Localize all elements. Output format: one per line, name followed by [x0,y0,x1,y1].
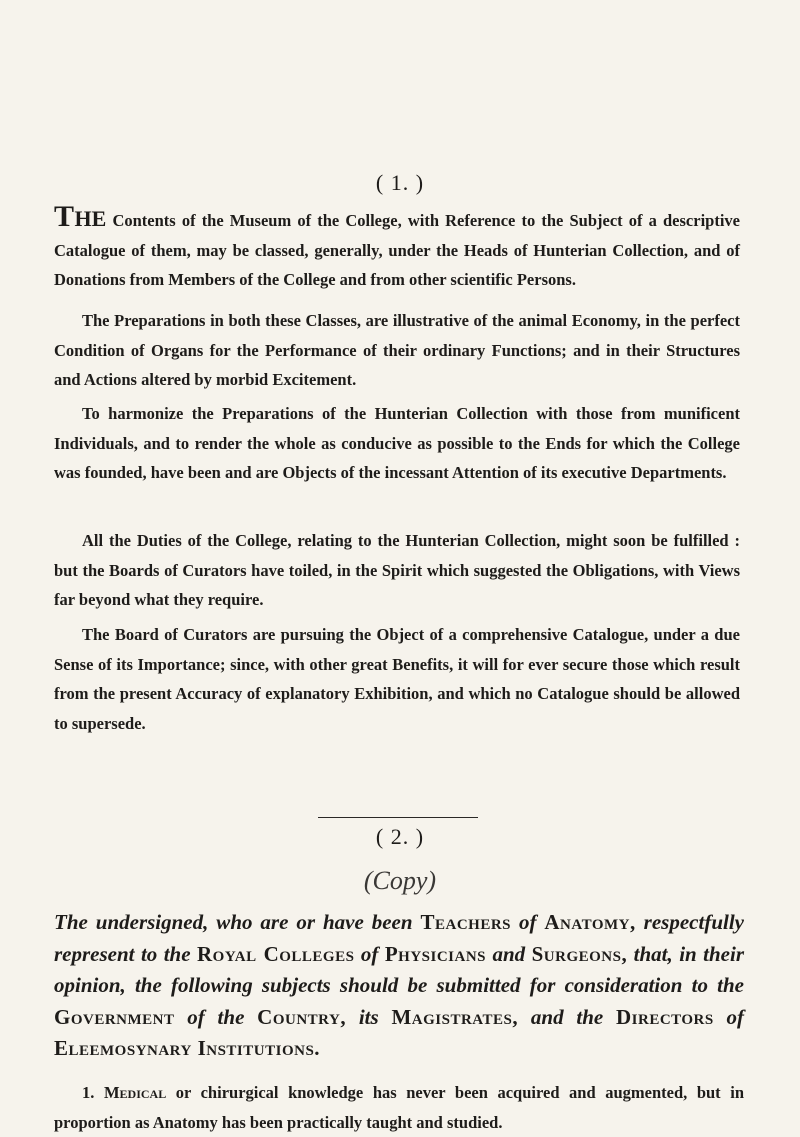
section-number-2: ( 2. ) [375,824,425,849]
petition-text: The undersigned, who are or have been [54,910,421,934]
list-item-1 [54,1078,744,1137]
petition-caps-physicians: Physicians [384,941,487,966]
section-divider [318,817,478,818]
petition-text: of [354,941,385,966]
petition-caps-institutions: Eleemosynary Institutions. [54,1036,321,1060]
petition-text: of [713,1004,745,1029]
list-item-caps: Medical [103,1083,167,1102]
petition-paragraph [54,907,744,1065]
section-number-1: ( 1. ) [375,170,425,195]
petition-caps-country: Country, [257,1004,347,1029]
petition-caps-royal-colleges: Royal Colleges [197,941,355,966]
petition-caps-surgeons: Surgeons, [531,941,628,966]
petition-text: and [486,941,532,966]
list-item-text: or chirurgical knowledge has never been acquired and augmented, but in proportion as Anatomy has been practically taught and studied. [54,1083,745,1132]
paragraph-4: All the Duties of the College, relating to the Hunterian Collection, might soon be fulfilled : but the Boards of Curators have toiled, in the Spirit which suggested the Obligations, with Views far beyond what they require. [54,531,740,609]
handwritten-copy-note: (Copy) [363,866,437,895]
petition-text: of [511,910,545,934]
drop-cap: T [54,200,75,233]
petition-caps-anatomy: Anatomy, [544,910,636,934]
paragraph-1-text: Contents of the Museum of the College, with Reference to the Subject of a descriptive Catalogue of them, may be classed, generally, under the Heads of Hunterian Collection, and of Donations from Members of the College and from other scientific Persons. [54,211,740,289]
petition-text: its [346,1004,392,1029]
petition-text: that, in their opinion, the following subjects should be submitted for consideration to the [54,941,744,997]
paragraph-2: The Preparations in both these Classes, are illustrative of the animal Economy, in the perfect Condition of Organs for the Performance of their ordinary Functions; and in their Structures and Actions altered by morbid Excitement. [54,311,740,389]
paragraph-1 [54,200,740,295]
petition-caps-government: Government [54,1004,175,1029]
petition-text: respectfully represent to the [54,910,744,966]
petition-text: and the [518,1004,616,1029]
petition-text: of the [174,1004,258,1029]
paragraph-5: The Board of Curators are pursuing the Object of a comprehensive Catalogue, under a due Sense of its Importance; since, with other great Benefits, it will for ever secure those which result from the present Accuracy of explanatory Exhibition, and which no Catalogue should be allowed to supersede. [54,625,740,733]
paragraph-3: To harmonize the Preparations of the Hunterian Collection with those from munificent Individuals, and to render the whole as conducive as possible to the Ends for which the College was founded, have been and are Objects of the incessant Attention of its executive Departments. [54,404,740,482]
petition-caps-teachers: Teachers [420,910,512,934]
petition-caps-directors: Directors [615,1004,714,1029]
list-item-number: 1. [82,1083,104,1102]
drop-cap-rest: HE [74,206,107,231]
petition-caps-magistrates: Magistrates, [391,1004,519,1029]
